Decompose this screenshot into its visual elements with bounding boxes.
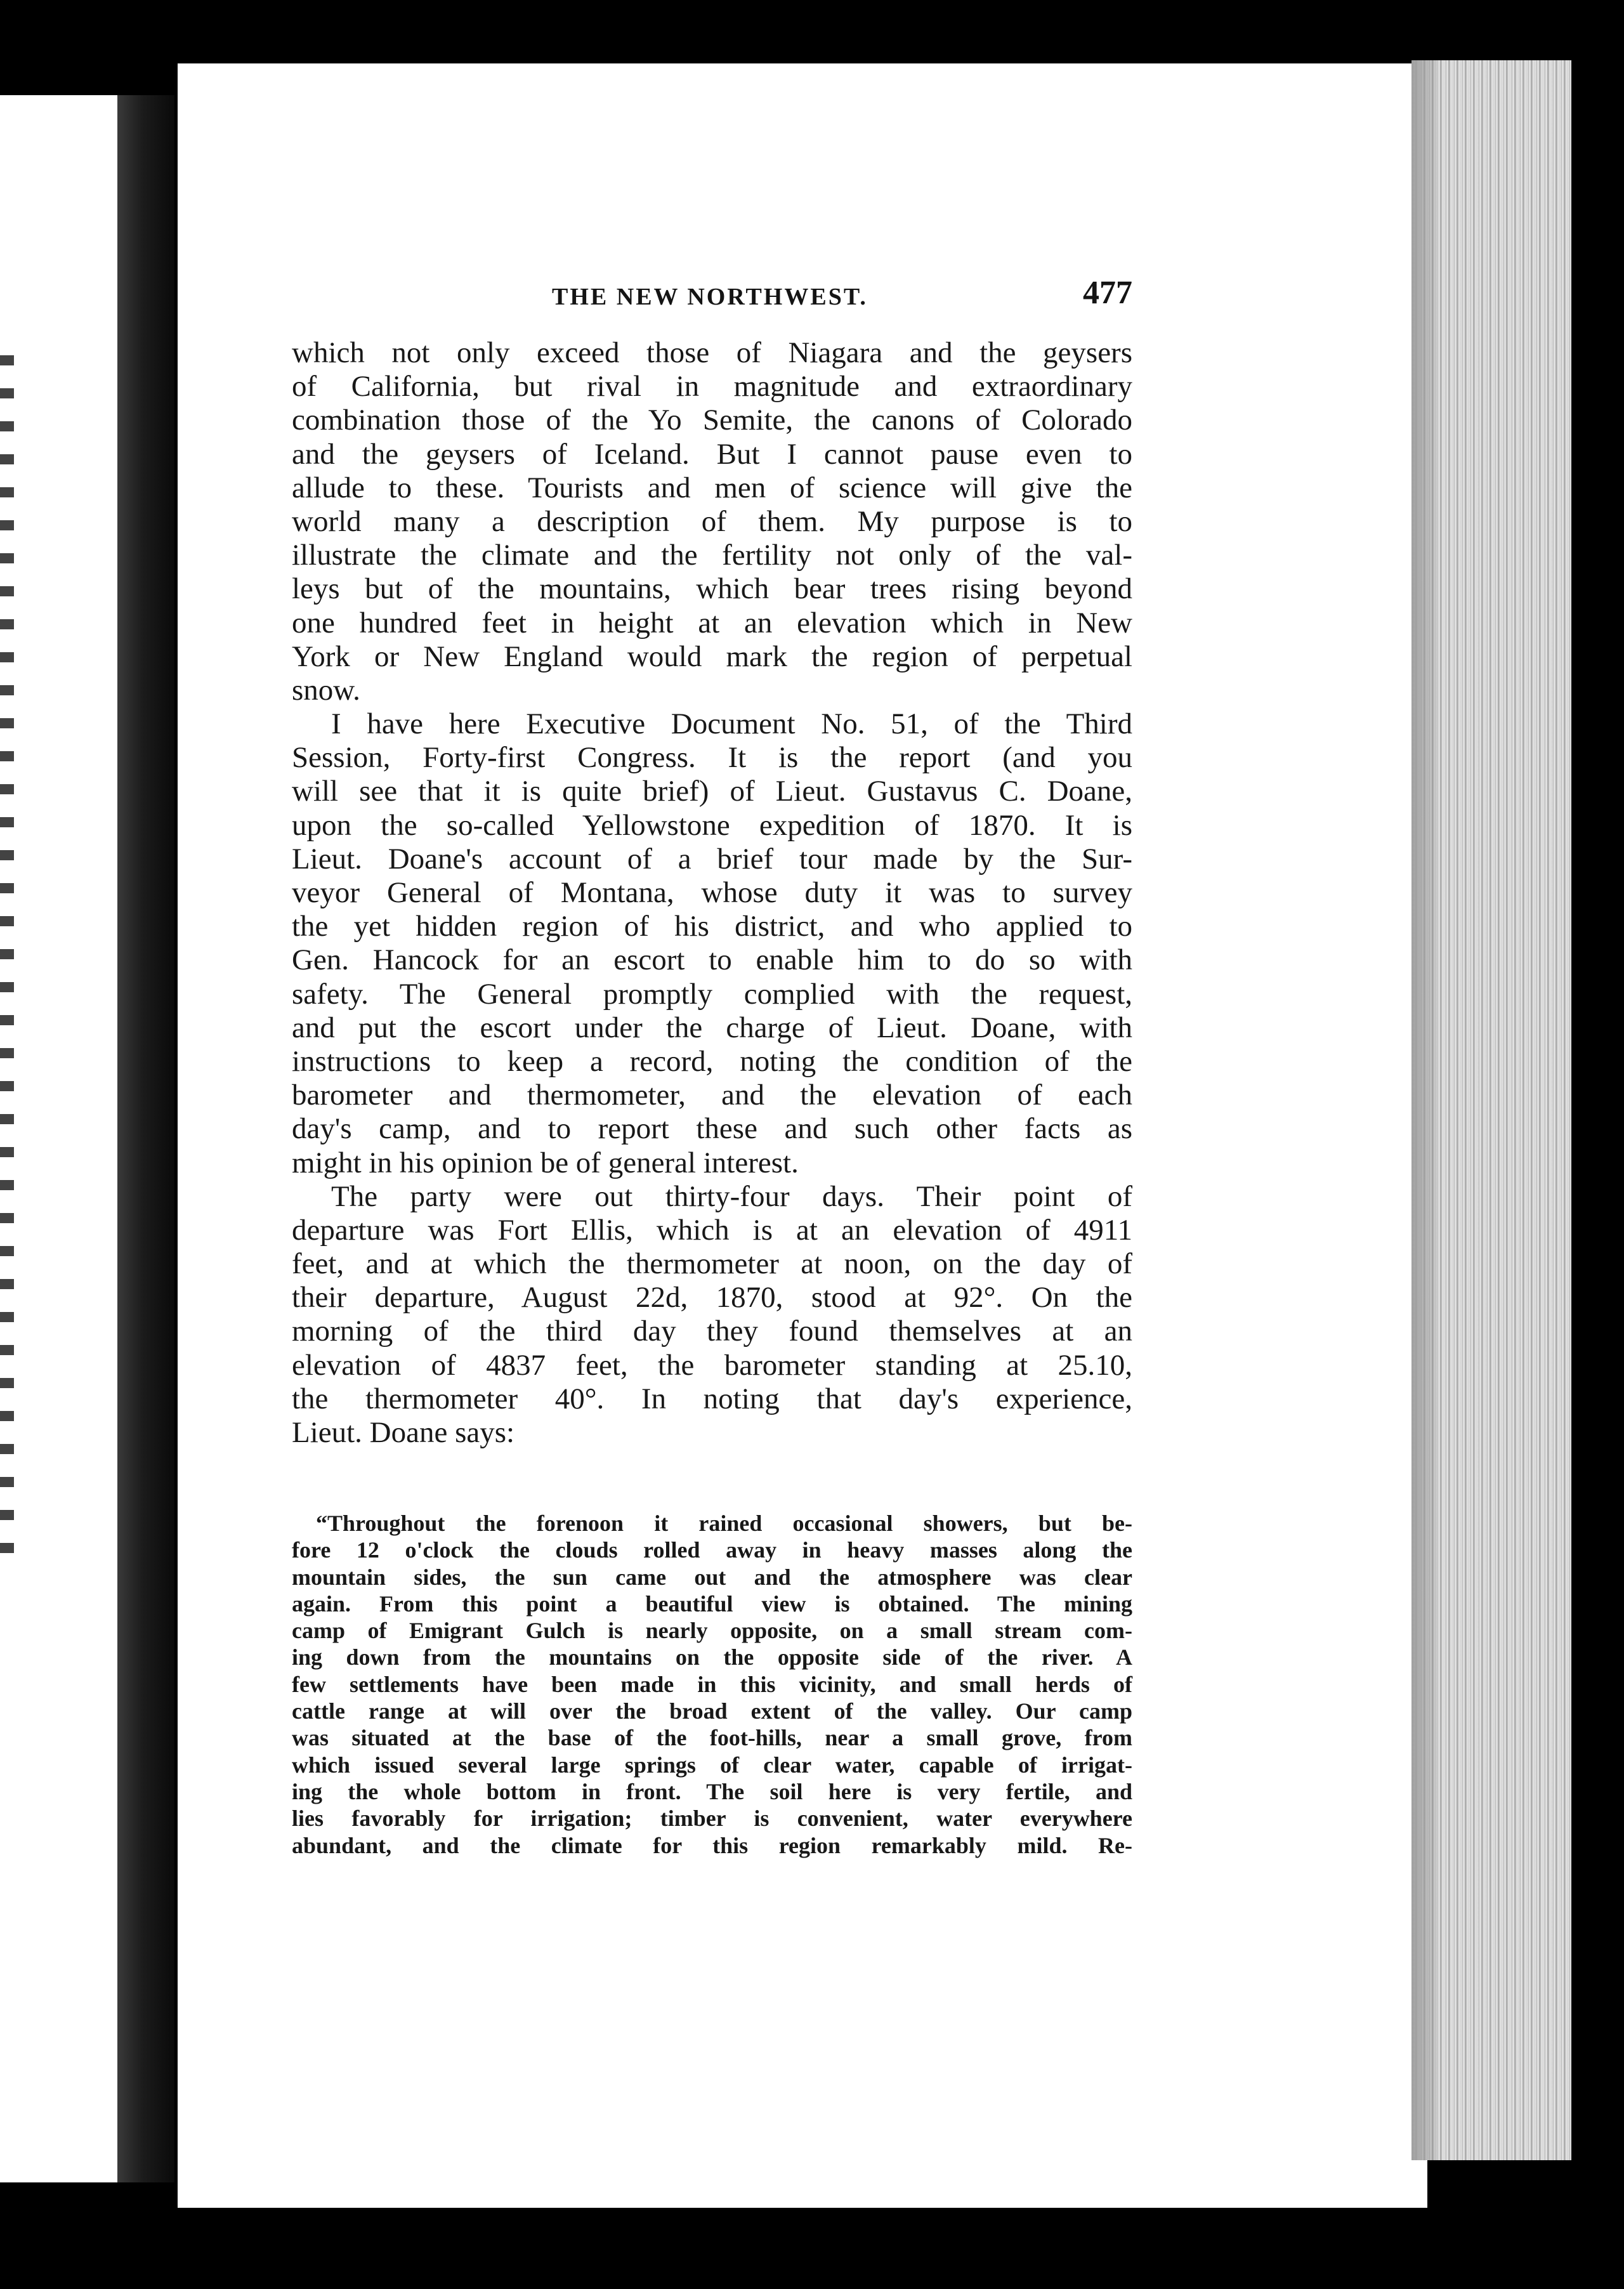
text-line: barometer and thermometer, and the elevation of each [292, 1079, 1132, 1112]
text-line: The party were out thirty-four days. Their point of [331, 1179, 1132, 1213]
text-line: the thermometer 40°. In noting that day's experience, [292, 1382, 1132, 1415]
quote-line: few settlements have been made in this vicinity, and small herds of [292, 1671, 1132, 1697]
facing-page-text-fragments [0, 355, 14, 1561]
text-line: Session, Forty-first Congress. It is the report (and you [292, 741, 1132, 775]
text-line: might in his opinion be of general interest. [292, 1146, 799, 1179]
text-line: safety. The General promptly complied with the request, [292, 977, 1132, 1011]
text-line: one hundred feet in height at an elevation which in New [292, 606, 1132, 639]
quote-line: camp of Emigrant Gulch is nearly opposite, on a small stream com- [292, 1618, 1132, 1644]
text-line: I have here Executive Document No. 51, of the Third [331, 707, 1132, 741]
block-quote [292, 1510, 1132, 1859]
text-line: departure was Fort Ellis, which is at an elevation of 4911 [292, 1213, 1132, 1247]
page-number: 477 [1083, 275, 1132, 311]
text-line: their departure, August 22d, 1870, stood at 92°. On the [292, 1281, 1132, 1315]
book-gutter [117, 95, 174, 2182]
quote-line: cattle range at will over the broad extent of the valley. Our camp [292, 1698, 1132, 1724]
text-line: world many a description of them. My purpose is to [292, 504, 1132, 538]
quote-line: was situated at the base of the foot-hills, near a small grove, from [292, 1725, 1132, 1751]
scan-background [1571, 0, 1624, 2289]
quote-line: ing the whole bottom in front. The soil here is very fertile, and [292, 1778, 1132, 1804]
text-line: Lieut. Doane says: [292, 1416, 515, 1449]
quote-line: ing down from the mountains on the opposite side of the river. A [292, 1644, 1132, 1670]
text-line: will see that it is quite brief) of Lieut. Gustavus C. Doane, [292, 775, 1132, 808]
quote-line: which issued several large springs of clear water, capable of irrigat- [292, 1752, 1132, 1778]
text-line: which not only exceed those of Niagara and the geysers [292, 336, 1132, 369]
text-line: veyor General of Montana, whose duty it was to survey [292, 876, 1132, 909]
quote-line: “Throughout the forenoon it rained occasional showers, but be- [316, 1511, 1132, 1536]
text-line: Gen. Hancock for an escort to enable him to do so with [292, 943, 1132, 977]
page-edges-shadow [1411, 60, 1437, 2160]
text-line: Lieut. Doane's account of a brief tour made by the Sur- [292, 842, 1132, 876]
quote-line: lies favorably for irrigation; timber is convenient, water everywhere [292, 1806, 1132, 1832]
text-line: allude to these. Tourists and men of science will give the [292, 471, 1132, 504]
text-line: morning of the third day they found themselves at an [292, 1315, 1132, 1348]
text-line: feet, and at which the thermometer at noon, on the day of [292, 1247, 1132, 1281]
quote-line: again. From this point a beautiful view is obtained. The mining [292, 1590, 1132, 1617]
quote-line: abundant, and the climate for this region remarkably mild. Re- [292, 1832, 1132, 1858]
text-line: leys but of the mountains, which bear trees rising beyond [292, 572, 1132, 606]
text-line: snow. [292, 673, 360, 707]
text-line: elevation of 4837 feet, the barometer standing at 25.10, [292, 1348, 1132, 1382]
text-line: York or New England would mark the region of perpetual [292, 639, 1132, 673]
text-line: of California, but rival in magnitude and extraordinary [292, 370, 1132, 403]
text-line: instructions to keep a record, noting the condition of the [292, 1044, 1132, 1078]
quote-line: mountain sides, the sun came out and the atmosphere was clear [292, 1564, 1132, 1590]
text-line: and put the escort under the charge of Lieut. Doane, with [292, 1011, 1132, 1044]
quote-line: fore 12 o'clock the clouds rolled away in heavy masses along the [292, 1537, 1132, 1563]
text-line: the yet hidden region of his district, and who applied to [292, 910, 1132, 943]
page-header [292, 272, 1132, 322]
text-line: and the geysers of Iceland. But I cannot pause even to [292, 437, 1132, 471]
body-text [292, 336, 1132, 1450]
text-line: combination those of the Yo Semite, the canons of Colorado [292, 403, 1132, 437]
text-line: upon the so-called Yellowstone expedition of 1870. It is [292, 808, 1132, 842]
running-title: THE NEW NORTHWEST. [552, 284, 868, 310]
facing-page [0, 95, 117, 2182]
text-line: illustrate the climate and the fertility not only of the val- [292, 539, 1132, 572]
text-line: day's camp, and to report these and such other facts as [292, 1112, 1132, 1146]
